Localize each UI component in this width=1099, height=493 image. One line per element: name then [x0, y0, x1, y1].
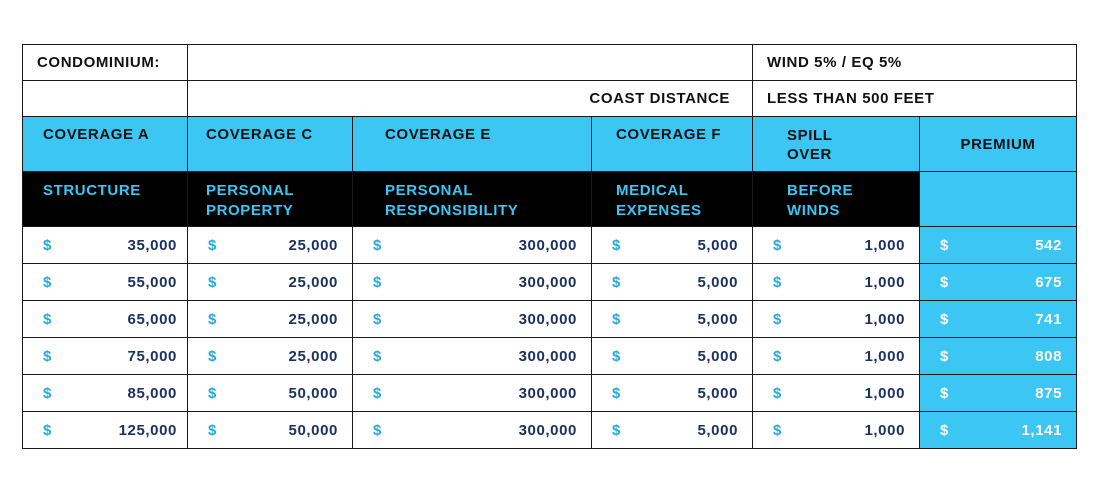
- cell-premium: [920, 264, 1077, 301]
- cell-value: 50,000: [288, 421, 338, 439]
- cell-premium: [920, 301, 1077, 338]
- cell-spill-over: [753, 264, 920, 301]
- cell-value: 300,000: [518, 273, 577, 291]
- currency-symbol: $: [43, 347, 52, 365]
- coverage-subheader-row: [23, 172, 1077, 227]
- cell-coverage-a: [23, 338, 188, 375]
- cell-value: 300,000: [518, 384, 577, 402]
- currency-symbol: $: [940, 273, 949, 291]
- cell-value: 542: [1035, 236, 1063, 254]
- currency-symbol: $: [208, 273, 217, 291]
- subheader-before-winds: BEFORE WINDS: [753, 172, 920, 227]
- currency-symbol: $: [612, 347, 621, 365]
- cell-premium: [920, 375, 1077, 412]
- currency-symbol: $: [940, 347, 949, 365]
- subheader-personal-responsibility: PERSONAL RESPONSIBILITY: [353, 172, 592, 227]
- cell-coverage-c: [188, 227, 353, 264]
- col-header-coverage-f: COVERAGE F: [592, 117, 753, 172]
- cell-coverage-a: [23, 301, 188, 338]
- currency-symbol: $: [43, 236, 52, 254]
- subheader-medical-expenses: MEDICAL EXPENSES: [592, 172, 753, 227]
- cell-spill-over: [753, 375, 920, 412]
- cell-coverage-f: [592, 301, 753, 338]
- cell-coverage-e: [353, 412, 592, 449]
- currency-symbol: $: [940, 236, 949, 254]
- cell-value: 741: [1035, 310, 1063, 328]
- currency-symbol: $: [612, 384, 621, 402]
- cell-value: 125,000: [118, 421, 177, 439]
- cell-premium: [920, 412, 1077, 449]
- cell-value: 5,000: [697, 421, 739, 439]
- cell-coverage-f: [592, 227, 753, 264]
- cell-value: 25,000: [288, 236, 338, 254]
- cell-coverage-f: [592, 338, 753, 375]
- cell-coverage-e: [353, 338, 592, 375]
- table-row: [23, 412, 1077, 449]
- table-row: [23, 301, 1077, 338]
- coast-distance-value: LESS THAN 500 FEET: [753, 81, 1077, 117]
- cell-value: 5,000: [697, 273, 739, 291]
- cell-value: 1,000: [864, 421, 906, 439]
- condominium-label: CONDOMINIUM:: [23, 45, 188, 81]
- currency-symbol: $: [773, 273, 782, 291]
- cell-value: 35,000: [127, 236, 177, 254]
- cell-value: 1,000: [864, 384, 906, 402]
- currency-symbol: $: [43, 273, 52, 291]
- currency-symbol: $: [373, 421, 382, 439]
- cell-spill-over: [753, 227, 920, 264]
- cell-premium: [920, 338, 1077, 375]
- subheader-structure: STRUCTURE: [23, 172, 188, 227]
- currency-symbol: $: [43, 421, 52, 439]
- coverage-header-row: [23, 117, 1077, 172]
- currency-symbol: $: [612, 310, 621, 328]
- currency-symbol: $: [43, 310, 52, 328]
- currency-symbol: $: [612, 273, 621, 291]
- cell-coverage-c: [188, 375, 353, 412]
- cell-value: 55,000: [127, 273, 177, 291]
- currency-symbol: $: [940, 310, 949, 328]
- currency-symbol: $: [373, 310, 382, 328]
- cell-value: 85,000: [127, 384, 177, 402]
- premium-table: [22, 44, 1077, 449]
- cell-value: 808: [1035, 347, 1063, 365]
- cell-value: 1,000: [864, 347, 906, 365]
- currency-symbol: $: [773, 384, 782, 402]
- coast-distance-label: COAST DISTANCE: [188, 81, 753, 117]
- currency-symbol: $: [373, 273, 382, 291]
- cell-spill-over: [753, 338, 920, 375]
- currency-symbol: $: [773, 236, 782, 254]
- currency-symbol: $: [612, 421, 621, 439]
- spill-label: SPILL: [787, 127, 833, 144]
- cell-value: 300,000: [518, 421, 577, 439]
- cell-value: 1,000: [864, 236, 906, 254]
- cell-coverage-e: [353, 227, 592, 264]
- currency-symbol: $: [940, 384, 949, 402]
- cell-spill-over: [753, 301, 920, 338]
- currency-symbol: $: [373, 347, 382, 365]
- subheader-premium-blank: [920, 172, 1077, 227]
- col-header-coverage-c: COVERAGE C: [188, 117, 353, 172]
- cell-coverage-c: [188, 264, 353, 301]
- blank-cell: [23, 81, 188, 117]
- header-row-condominium: [23, 45, 1077, 81]
- condominium-value: [188, 45, 753, 81]
- currency-symbol: $: [208, 310, 217, 328]
- cell-coverage-e: [353, 301, 592, 338]
- currency-symbol: $: [208, 236, 217, 254]
- subheader-personal-property: PERSONAL PROPERTY: [188, 172, 353, 227]
- currency-symbol: $: [208, 347, 217, 365]
- cell-coverage-a: [23, 412, 188, 449]
- currency-symbol: $: [773, 310, 782, 328]
- currency-symbol: $: [773, 347, 782, 365]
- cell-spill-over: [753, 412, 920, 449]
- cell-value: 875: [1035, 384, 1063, 402]
- cell-coverage-e: [353, 375, 592, 412]
- cell-value: 300,000: [518, 347, 577, 365]
- currency-symbol: $: [43, 384, 52, 402]
- cell-value: 25,000: [288, 310, 338, 328]
- col-header-spill-over: [753, 117, 920, 172]
- header-row-coast: [23, 81, 1077, 117]
- col-header-coverage-e: COVERAGE E: [353, 117, 592, 172]
- currency-symbol: $: [373, 236, 382, 254]
- wind-eq-label: WIND 5% / EQ 5%: [753, 45, 1077, 81]
- cell-value: 5,000: [697, 310, 739, 328]
- currency-symbol: $: [373, 384, 382, 402]
- cell-coverage-c: [188, 301, 353, 338]
- currency-symbol: $: [208, 421, 217, 439]
- cell-value: 300,000: [518, 236, 577, 254]
- cell-value: 5,000: [697, 347, 739, 365]
- cell-coverage-f: [592, 264, 753, 301]
- currency-symbol: $: [773, 421, 782, 439]
- cell-value: 25,000: [288, 347, 338, 365]
- table-row: [23, 264, 1077, 301]
- cell-coverage-a: [23, 264, 188, 301]
- cell-coverage-a: [23, 375, 188, 412]
- over-label: OVER: [787, 146, 832, 163]
- cell-coverage-f: [592, 412, 753, 449]
- cell-coverage-c: [188, 412, 353, 449]
- cell-value: 300,000: [518, 310, 577, 328]
- currency-symbol: $: [612, 236, 621, 254]
- cell-value: 75,000: [127, 347, 177, 365]
- currency-symbol: $: [208, 384, 217, 402]
- cell-value: 1,000: [864, 310, 906, 328]
- col-header-coverage-a: COVERAGE A: [23, 117, 188, 172]
- cell-coverage-c: [188, 338, 353, 375]
- cell-coverage-e: [353, 264, 592, 301]
- currency-symbol: $: [940, 421, 949, 439]
- cell-value: 50,000: [288, 384, 338, 402]
- cell-value: 25,000: [288, 273, 338, 291]
- cell-value: 65,000: [127, 310, 177, 328]
- cell-coverage-f: [592, 375, 753, 412]
- cell-premium: [920, 227, 1077, 264]
- col-header-premium: PREMIUM: [920, 117, 1077, 172]
- table-row: [23, 375, 1077, 412]
- cell-value: 5,000: [697, 384, 739, 402]
- cell-value: 675: [1035, 273, 1063, 291]
- cell-value: 5,000: [697, 236, 739, 254]
- cell-value: 1,000: [864, 273, 906, 291]
- table-row: [23, 227, 1077, 264]
- cell-value: 1,141: [1021, 421, 1063, 439]
- cell-coverage-a: [23, 227, 188, 264]
- table-row: [23, 338, 1077, 375]
